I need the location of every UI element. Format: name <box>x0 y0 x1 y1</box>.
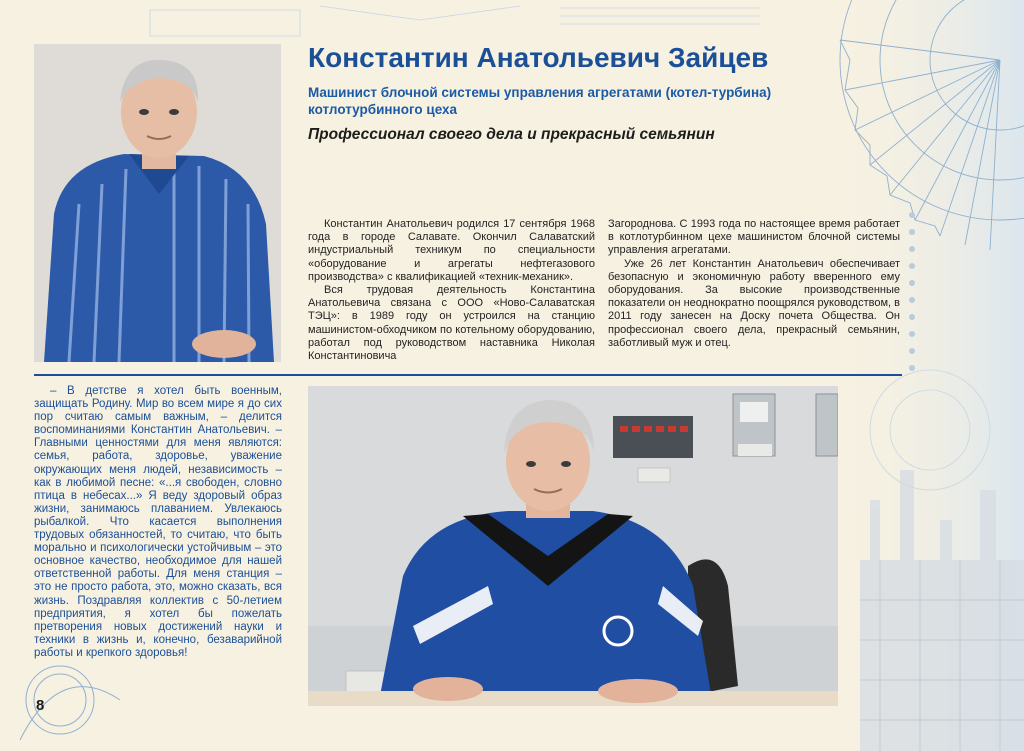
biography-paragraph: Вся трудовая деятельность Константина Анатольевича связана с ООО «Ново-Салаватская ТЭЦ»: в 1989 году он устроился на станцию машинистом-обходчиком по котельному оборудованию, работал под руководством наставника Николая Константиновича <box>308 284 595 363</box>
section-divider <box>34 374 902 376</box>
biography-column-2 <box>608 218 900 350</box>
person-name: Константин Анатольевич Зайцев <box>308 42 769 73</box>
job-title-line1: Машинист блочной системы управления агрегатами (котел-турбина) <box>308 85 772 100</box>
workplace-photo <box>308 386 838 706</box>
job-title <box>308 84 808 118</box>
biography-column-1 <box>308 218 595 363</box>
biography-paragraph: Уже 26 лет Константин Анатольевич обеспечивает безопасную и экономичную работу вверенного ему оборудования. За высокие производственные показатели он неоднократно поощрялся руководством, в 2011 году занесен на Доску почета Общества. Он профессионал своего дела, прекрасный семьянин, заботливый муж и отец. <box>608 257 900 349</box>
portrait-photo <box>34 44 281 362</box>
quote-text: – В детстве я хотел быть военным, защищать Родину. Мир во всем мире я до сих пор считаю самым важным, – делится воспоминаниями Константин Анатольевич. – Главными ценностями для меня являются: семья, работа, здоровье, уважение окружающих меня людей, независимость – как в любимой песне: «...я свободен, словно птица в небесах...» Я веду здоровый образ жизни, занимаюсь плаванием. Увлекаюсь рыбалкой. Что касается выполнения трудовых обязанностей, то считаю, что быть морально и психологически устойчивым – это основное качество, необходимое для нашей ответственной работы. Для меня станция – это не просто работа, это, можно сказать, вся жизнь. Поздравляя коллектив с 50-летием предприятия, я хотел бы пожелать претворения новых достижений науки и техники в жизнь и, конечно, безаварийной работы и крепкого здоровья! <box>34 385 282 659</box>
quote-block <box>34 385 282 660</box>
tagline: Профессионал своего дела и прекрасный семьянин <box>308 126 715 143</box>
biography-paragraph: Загороднова. С 1993 года по настоящее время работает в котлотурбинном цехе машинистом блочной системы управления агрегатами. <box>608 218 900 257</box>
job-title-line2: котлотурбинного цеха <box>308 102 458 117</box>
page-number: 8 <box>36 697 45 714</box>
biography-paragraph: Константин Анатольевич родился 17 сентября 1968 года в городе Салавате. Окончил Салаватский индустриальный техникум по специальности «оборудование и агрегаты нефтегазового производства» с квалификацией «техник-механик». <box>308 218 595 283</box>
